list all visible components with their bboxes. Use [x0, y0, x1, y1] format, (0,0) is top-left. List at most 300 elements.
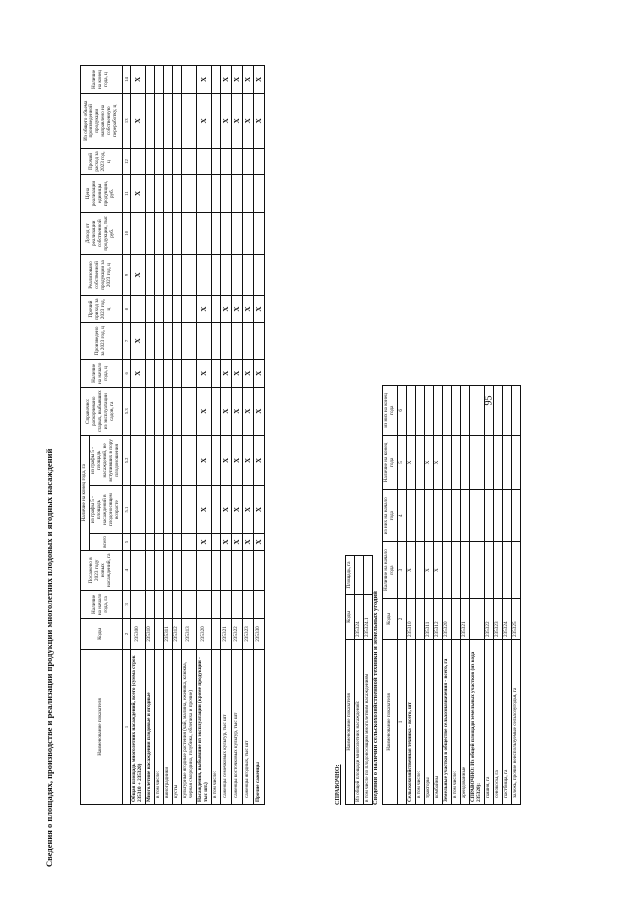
- data-cell: [231, 550, 242, 590]
- cross-mark: X: [196, 296, 211, 323]
- row-code: 235322: [484, 599, 493, 640]
- data-cell: [253, 175, 264, 212]
- table-row: [253, 66, 264, 805]
- row-name: в том числе:: [451, 640, 460, 805]
- data-cell: [163, 534, 172, 551]
- data-cell: [172, 212, 181, 254]
- cross-mark: X: [131, 254, 146, 295]
- data-cell: [211, 387, 220, 435]
- data-cell: [211, 322, 220, 359]
- cross-mark: X: [231, 66, 242, 94]
- cross-mark: X: [242, 387, 253, 435]
- table-row: [131, 66, 146, 805]
- column-number: 6: [397, 386, 406, 436]
- column-number: 2: [397, 599, 406, 640]
- table-row: [502, 386, 511, 805]
- page-number: 95: [483, 395, 495, 406]
- header-name: Наименование показателя: [81, 650, 123, 805]
- header-other-use: Прочий расход за 2023 год, ц: [81, 148, 123, 175]
- row-code: 235323: [493, 599, 502, 640]
- cross-mark: X: [196, 66, 211, 94]
- row-name: тракторы: [424, 640, 433, 805]
- cross-mark: X: [131, 175, 146, 212]
- row-code: 235310: [146, 619, 155, 650]
- data-cell: [196, 175, 211, 212]
- row-name: саженцы ягодных, тыс шт: [242, 650, 253, 805]
- equip-header-start-sub: из них на начало года: [383, 490, 398, 542]
- data-cell: [196, 322, 211, 359]
- data-cell: [181, 66, 196, 94]
- column-number: 6: [122, 359, 130, 387]
- data-cell: [406, 490, 415, 542]
- cross-mark: X: [196, 435, 211, 486]
- data-cell: [211, 212, 220, 254]
- data-cell: [442, 386, 451, 436]
- data-cell: [172, 359, 181, 387]
- data-cell: [146, 359, 155, 387]
- data-cell: [163, 550, 172, 590]
- data-cell: [163, 322, 172, 359]
- data-cell: [242, 322, 253, 359]
- column-number: 5: [397, 435, 406, 490]
- row-name: в том числе:: [415, 640, 424, 805]
- data-cell: [163, 296, 172, 323]
- row-name: саженцы косточковых культур, тыс шт: [231, 650, 242, 805]
- data-cell: [196, 590, 211, 618]
- data-cell: [146, 175, 155, 212]
- header-write-off: Справочно: раскорчевано старых, выбывших из эксплуатации садов, га: [81, 387, 123, 435]
- cross-mark: X: [231, 296, 242, 323]
- data-cell: [242, 175, 253, 212]
- data-cell: [511, 542, 520, 599]
- row-code: [211, 619, 220, 650]
- data-cell: [155, 212, 164, 254]
- data-cell: [433, 490, 442, 542]
- data-cell: [181, 254, 196, 295]
- equip-header-code: Коды: [383, 599, 398, 640]
- column-number: 3: [122, 590, 130, 618]
- data-cell: [253, 148, 264, 175]
- data-cell: [155, 359, 164, 387]
- cross-mark: X: [242, 534, 253, 551]
- data-cell: [155, 435, 164, 486]
- data-cell: [146, 590, 155, 618]
- data-cell: [231, 212, 242, 254]
- table-row: [484, 386, 493, 805]
- column-number: 5: [122, 534, 130, 551]
- data-cell: [146, 534, 155, 551]
- column-number: 5.3: [122, 387, 130, 435]
- ref-header-code: Коды: [346, 595, 355, 640]
- data-cell: [172, 486, 181, 534]
- data-cell: [469, 435, 484, 490]
- data-cell: [155, 534, 164, 551]
- column-number-row: [122, 66, 130, 805]
- table-row: [451, 386, 460, 805]
- data-cell: [415, 490, 424, 542]
- row-code: 235313: [181, 619, 196, 650]
- data-cell: [211, 66, 220, 94]
- data-cell: [172, 534, 181, 551]
- data-cell: [484, 435, 493, 490]
- row-code: [451, 599, 460, 640]
- main-table: [80, 65, 265, 805]
- ref-header-name: Наименование показателя: [346, 640, 355, 805]
- cross-mark: X: [220, 296, 231, 323]
- header-area-end-young: из графы 5 - площадь насаждений, не вступивших в пору плодоношения: [89, 435, 122, 486]
- document-title: Сведения о площадях, производстве и реализации продукции многолетних плодовых и ягодных насаждений: [44, 448, 54, 867]
- cross-mark: X: [131, 93, 146, 148]
- data-cell: [451, 542, 460, 599]
- table-row: [163, 66, 172, 805]
- column-number: 3: [397, 542, 406, 599]
- row-code: [155, 619, 164, 650]
- data-cell: [211, 254, 220, 295]
- row-code: 235322: [231, 619, 242, 650]
- row-name: Насаждения, выбывшие из эксплуатации (кроме продукции - тыс шт.): [196, 650, 211, 805]
- data-cell: [172, 296, 181, 323]
- data-cell: [172, 93, 181, 148]
- column-number: 4: [397, 490, 406, 542]
- header-processed: Из общего объема произведенной продукции направлено на собственную переработку, ц: [81, 93, 123, 148]
- row-code: [469, 599, 484, 640]
- data-cell: [460, 542, 469, 599]
- row-name: Прочие саженцы: [253, 650, 264, 805]
- cross-mark: X: [253, 486, 264, 534]
- data-cell: [406, 386, 415, 436]
- header-price: Цена реализации единицы продукции, руб.: [81, 175, 123, 212]
- data-cell: [163, 93, 172, 148]
- column-number: 14: [122, 66, 130, 94]
- data-cell: [155, 175, 164, 212]
- equip-column-number-row: [397, 386, 406, 805]
- data-cell: [484, 386, 493, 436]
- row-code: [415, 599, 424, 640]
- cross-mark: X: [220, 486, 231, 534]
- main-table-body: [131, 66, 265, 805]
- data-cell: [196, 254, 211, 295]
- data-cell: [231, 590, 242, 618]
- row-name: Сельскохозяйственная техника - всего, шт: [406, 640, 415, 805]
- column-number: 5.1: [122, 486, 130, 534]
- cross-mark: X: [253, 66, 264, 94]
- cross-mark: X: [424, 435, 433, 490]
- data-cell: [131, 550, 146, 590]
- data-cell: [442, 490, 451, 542]
- data-cell: [493, 386, 502, 436]
- data-cell: [211, 175, 220, 212]
- data-cell: [220, 550, 231, 590]
- reference-table-body: [354, 556, 372, 805]
- data-cell: [242, 254, 253, 295]
- column-number: 5.2: [122, 435, 130, 486]
- equip-header-name: Наименование показателя: [383, 640, 398, 805]
- data-cell: [460, 490, 469, 542]
- data-cell: [155, 322, 164, 359]
- data-cell: [502, 386, 511, 436]
- data-cell: [211, 435, 220, 486]
- data-cell: [181, 322, 196, 359]
- data-cell: [172, 66, 181, 94]
- cross-mark: X: [242, 296, 253, 323]
- cross-mark: X: [220, 387, 231, 435]
- row-code: 235300: [131, 619, 146, 650]
- table-row: [442, 386, 451, 805]
- data-cell: [172, 550, 181, 590]
- row-name: саженцы семечковых культур, тыс шт: [220, 650, 231, 805]
- data-cell: [155, 387, 164, 435]
- data-cell: [155, 296, 164, 323]
- data-cell: [253, 322, 264, 359]
- header-produced: Произведено за 2023 год, ц: [81, 322, 123, 359]
- data-cell: [502, 435, 511, 490]
- row-name: в том числе:: [211, 650, 220, 805]
- column-number: 10: [122, 212, 130, 254]
- data-cell: [172, 254, 181, 295]
- data-cell: [442, 435, 451, 490]
- row-code: 235325: [511, 599, 520, 640]
- data-cell: [163, 175, 172, 212]
- data-cell: [415, 386, 424, 436]
- cross-mark: X: [231, 359, 242, 387]
- data-cell: [211, 296, 220, 323]
- cross-mark: X: [406, 435, 415, 490]
- cross-mark: X: [196, 534, 211, 551]
- table-row: [146, 66, 155, 805]
- data-cell: [131, 148, 146, 175]
- column-number: 4: [122, 550, 130, 590]
- data-cell: [196, 550, 211, 590]
- data-cell: [424, 386, 433, 436]
- equipment-title: Сведения о наличии сельскохозяйственной техники и земельных угодий: [372, 591, 379, 805]
- header-revenue: Доход от реализации собственной продукции, тыс руб.: [81, 212, 123, 254]
- data-cell: [172, 148, 181, 175]
- cross-mark: X: [253, 93, 264, 148]
- cross-mark: X: [131, 66, 146, 94]
- header-area-end-group: Наличие на конец года, га: [81, 435, 90, 550]
- row-code: 235321: [220, 619, 231, 650]
- header-stock-end: Наличие на конец года, ц: [81, 66, 123, 94]
- data-cell: [363, 556, 372, 595]
- data-cell: [181, 175, 196, 212]
- data-cell: [181, 550, 196, 590]
- row-code: 235311: [163, 619, 172, 650]
- row-name: кусты: [172, 650, 181, 805]
- data-cell: [131, 212, 146, 254]
- header-stock-start: Наличие на начало года, ц: [81, 359, 123, 387]
- table-row: [511, 386, 520, 805]
- table-row: [220, 66, 231, 805]
- data-cell: [493, 542, 502, 599]
- cross-mark: X: [131, 322, 146, 359]
- data-cell: [146, 254, 155, 295]
- equip-header-end: Наличие на конец года: [383, 435, 398, 490]
- data-cell: [181, 387, 196, 435]
- data-cell: [253, 254, 264, 295]
- data-cell: [155, 93, 164, 148]
- cross-mark: X: [242, 359, 253, 387]
- data-cell: [155, 148, 164, 175]
- data-cell: [220, 175, 231, 212]
- data-cell: [131, 296, 146, 323]
- cross-mark: X: [433, 435, 442, 490]
- table-row: [242, 66, 253, 805]
- data-cell: [451, 490, 460, 542]
- row-name: в том числе по плодоносящим многолетним насаждениям: [363, 640, 372, 805]
- row-name: пашня, га: [484, 640, 493, 805]
- cross-mark: X: [220, 66, 231, 94]
- header-sold: Реализовано собственной продукции за 2023 год, ц: [81, 254, 123, 295]
- row-code: 235324: [354, 595, 363, 640]
- data-cell: [172, 435, 181, 486]
- ref-header-area: Площадь, га: [346, 556, 355, 595]
- data-cell: [502, 542, 511, 599]
- cross-mark: X: [253, 359, 264, 387]
- column-number: 7: [122, 322, 130, 359]
- data-cell: [146, 322, 155, 359]
- table-row: [354, 556, 363, 805]
- cross-mark: X: [253, 387, 264, 435]
- data-cell: [211, 550, 220, 590]
- data-cell: [181, 296, 196, 323]
- data-cell: [493, 490, 502, 542]
- table-row: [231, 66, 242, 805]
- row-code: 235320: [196, 619, 211, 650]
- row-name: пастбища, га: [502, 640, 511, 805]
- data-cell: [469, 490, 484, 542]
- data-cell: [172, 175, 181, 212]
- row-name: Многолетние насаждения плодовые и ягодные: [146, 650, 155, 805]
- data-cell: [163, 359, 172, 387]
- table-row: [196, 66, 211, 805]
- data-cell: [493, 435, 502, 490]
- data-cell: [131, 590, 146, 618]
- data-cell: [231, 254, 242, 295]
- data-cell: [146, 296, 155, 323]
- cross-mark: X: [242, 93, 253, 148]
- column-number: 13: [122, 93, 130, 148]
- data-cell: [181, 534, 196, 551]
- row-name: комбайны: [433, 640, 442, 805]
- data-cell: [231, 322, 242, 359]
- data-cell: [172, 387, 181, 435]
- data-cell: [415, 435, 424, 490]
- column-number: 2: [122, 619, 130, 650]
- data-cell: [163, 212, 172, 254]
- header-area-end-bearing: из графы 5 - площадь насаждений в плодоносящем возрасте: [89, 486, 122, 534]
- data-cell: [131, 435, 146, 486]
- data-cell: [146, 550, 155, 590]
- table-row: [415, 386, 424, 805]
- table-row: [181, 66, 196, 805]
- data-cell: [196, 212, 211, 254]
- data-cell: [163, 148, 172, 175]
- data-cell: [415, 542, 424, 599]
- data-cell: [211, 590, 220, 618]
- data-cell: [511, 435, 520, 490]
- table-row: [406, 386, 415, 805]
- row-code: 235330: [253, 619, 264, 650]
- data-cell: [220, 212, 231, 254]
- cross-mark: X: [231, 435, 242, 486]
- header-area-start: Наличие на начало года, га: [81, 590, 123, 618]
- row-code: 235312: [433, 599, 442, 640]
- data-cell: [511, 386, 520, 436]
- data-cell: [163, 254, 172, 295]
- cross-mark: X: [242, 486, 253, 534]
- cross-mark: X: [196, 387, 211, 435]
- row-name: Общая площадь многолетних насаждений, всего (сумма строк 235310 + 235320): [131, 650, 146, 805]
- header-acquired: Прочий приход за 2023 год, ц: [81, 296, 123, 323]
- table-row: [155, 66, 164, 805]
- table-row: [433, 386, 442, 805]
- row-code: 235321: [460, 599, 469, 640]
- data-cell: [502, 490, 511, 542]
- data-cell: [163, 387, 172, 435]
- cross-mark: X: [231, 387, 242, 435]
- reference-table: [345, 555, 373, 805]
- row-code: 235312: [172, 619, 181, 650]
- data-cell: [163, 590, 172, 618]
- row-name: в том числе:: [155, 650, 164, 805]
- column-number: 12: [122, 148, 130, 175]
- data-cell: [131, 486, 146, 534]
- header-planted: Посажено в 2023 году новых насаждений, га: [81, 550, 123, 590]
- data-cell: [469, 542, 484, 599]
- data-cell: [242, 550, 253, 590]
- data-cell: [181, 435, 196, 486]
- cross-mark: X: [220, 534, 231, 551]
- data-cell: [211, 359, 220, 387]
- data-cell: [433, 386, 442, 436]
- data-cell: [146, 435, 155, 486]
- data-cell: [146, 486, 155, 534]
- data-cell: [146, 148, 155, 175]
- data-cell: [155, 254, 164, 295]
- data-cell: [220, 148, 231, 175]
- data-cell: [131, 387, 146, 435]
- data-cell: [181, 590, 196, 618]
- data-cell: [163, 435, 172, 486]
- equip-header-start: Наличие на начало года: [383, 542, 398, 599]
- row-name: сенокосы, га: [493, 640, 502, 805]
- table-row: [493, 386, 502, 805]
- reference-label: СПРАВОЧНО:: [335, 764, 341, 805]
- data-cell: [253, 590, 264, 618]
- cross-mark: X: [196, 359, 211, 387]
- table-row: [460, 386, 469, 805]
- data-cell: [172, 590, 181, 618]
- row-name: Из общей площади многолетних насаждений:: [354, 640, 363, 805]
- data-cell: [231, 148, 242, 175]
- column-number: 1: [397, 640, 406, 805]
- data-cell: [451, 435, 460, 490]
- cross-mark: X: [242, 66, 253, 94]
- row-code: 235311: [424, 599, 433, 640]
- data-cell: [442, 542, 451, 599]
- column-number: 8: [122, 296, 130, 323]
- data-cell: [242, 212, 253, 254]
- row-name: СПРАВОЧНО: Из общей площади земельных участков (из кода 235320):: [469, 640, 484, 805]
- data-cell: [155, 486, 164, 534]
- data-cell: [354, 556, 363, 595]
- data-cell: [460, 435, 469, 490]
- equipment-table-body: [406, 386, 520, 805]
- data-cell: [196, 148, 211, 175]
- cross-mark: X: [231, 93, 242, 148]
- equipment-table: [382, 385, 521, 805]
- data-cell: [181, 359, 196, 387]
